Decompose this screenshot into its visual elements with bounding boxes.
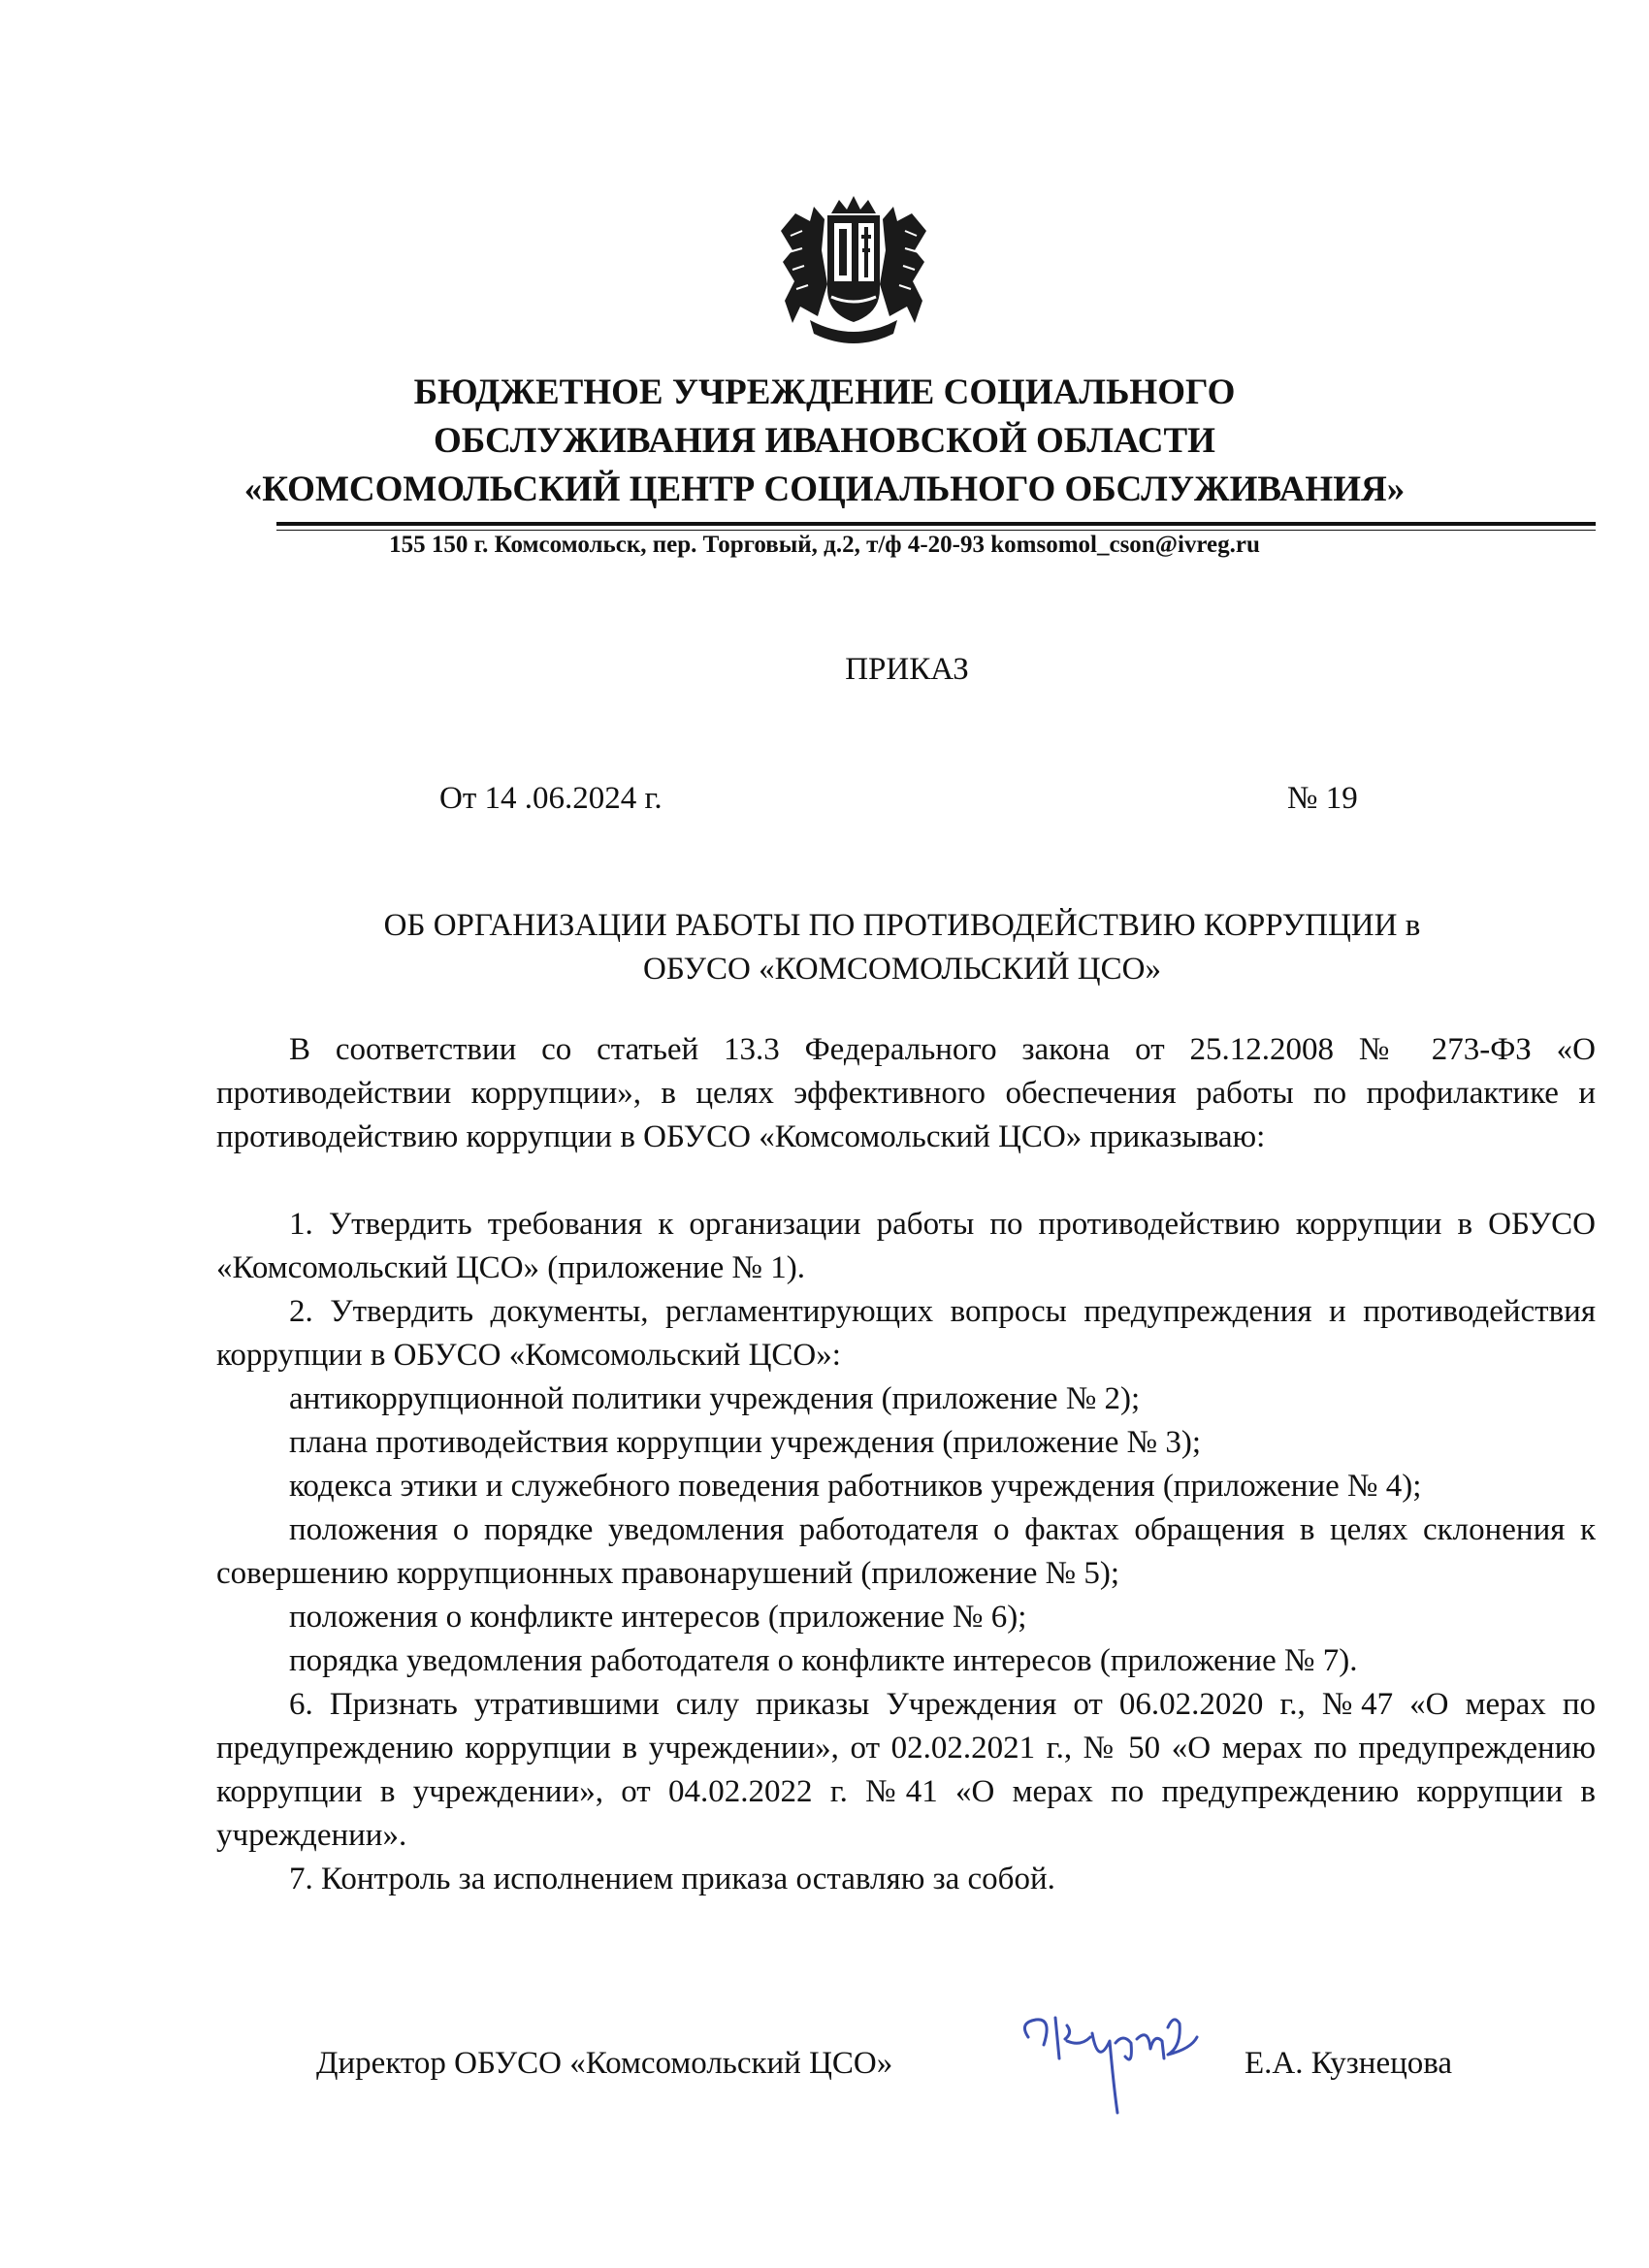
organization-name — [194, 369, 1455, 514]
signatory-role: Директор ОБУСО «Комсомольский ЦСО» — [316, 2046, 893, 2081]
order-subitem-anticorruption-plan: плана противодействия коррупции учреждения (приложение № 3); — [289, 1425, 1202, 1460]
paragraph-gap — [216, 1159, 1596, 1203]
subject-line-2: ОБУСО «КОМСОМОЛЬСКИЙ ЦСО» — [643, 952, 1161, 987]
handwritten-signature — [1009, 1998, 1232, 2134]
order-subitem-notification-regulation: положения о порядке уведомления работодателя о фактах обращения в целях склонения к совершению коррупционных правонарушений (приложение № 5); — [216, 1512, 1596, 1591]
preamble-paragraph: В соответствии со статьей 13.3 Федерального закона от 25.12.2008 № 273-ФЗ «О противодействии коррупции», в целях эффективного обеспечения работы по профилактике и противодействию коррупции в ОБУСО «Комсомольский ЦСО» приказываю: — [216, 1032, 1596, 1154]
document-type-title: ПРИКАЗ — [845, 652, 969, 687]
order-item-7: 7. Контроль за исполнением приказа оставляю за собой. — [289, 1862, 1055, 1896]
header-rule-thin — [276, 530, 1596, 531]
order-body — [216, 1028, 1596, 1901]
order-subitem-ethics-code: кодекса этики и служебного поведения работников учреждения (приложение № 4); — [289, 1469, 1422, 1504]
order-subitem-conflict-notification: порядка уведомления работодателя о конфликте интересов (приложение № 7). — [289, 1643, 1358, 1678]
header-rule-thick — [276, 522, 1596, 526]
order-date: От 14 .06.2024 г. — [439, 781, 663, 816]
signatory-name: Е.А. Кузнецова — [1245, 2046, 1453, 2081]
org-name-line-1: БЮДЖЕТНОЕ УЧРЕЖДЕНИЕ СОЦИАЛЬНОГО — [413, 373, 1236, 412]
order-number: № 19 — [1287, 781, 1358, 816]
order-subitem-anticorruption-policy: антикоррупционной политики учреждения (приложение № 2); — [289, 1381, 1141, 1416]
organization-address: 155 150 г. Комсомольск, пер. Торговый, д.2, т/ф 4-20-93 komsomol_cson@ivreg.ru — [389, 532, 1260, 558]
org-name-line-3: «КОМСОМОЛЬСКИЙ ЦЕНТР СОЦИАЛЬНОГО ОБСЛУЖИВАНИЯ» — [243, 470, 1406, 509]
order-subitem-conflict-of-interest: положения о конфликте интересов (приложение № 6); — [289, 1600, 1027, 1635]
org-name-line-2: ОБСЛУЖИВАНИЯ ИВАНОВСКОЙ ОБЛАСТИ — [434, 421, 1215, 461]
order-subject — [233, 904, 1571, 991]
subject-line-1: ОБ ОРГАНИЗАЦИИ РАБОТЫ ПО ПРОТИВОДЕЙСТВИЮ КОРРУПЦИИ в — [383, 908, 1421, 943]
order-item-6: 6. Признать утратившими силу приказы Учреждения от 06.02.2020 г., №47 «О мерах по предупреждению коррупции в учреждении», от 02.02.2021 г., № 50 «О мерах по предупреждению коррупции в учреждении», от 04.02.2022 г. №41 «О мерах по предупреждению коррупции в учреждении». — [216, 1687, 1596, 1853]
order-item-1: 1. Утвердить требования к организации работы по противодействию коррупции в ОБУСО «Комсомольский ЦСО» (приложение № 1). — [216, 1207, 1596, 1285]
order-item-2: 2. Утвердить документы, регламентирующих вопросы предупреждения и противодействия коррупции в ОБУСО «Комсомольский ЦСО»: — [216, 1294, 1596, 1373]
ivanovo-coat-of-arms-icon — [771, 192, 936, 347]
